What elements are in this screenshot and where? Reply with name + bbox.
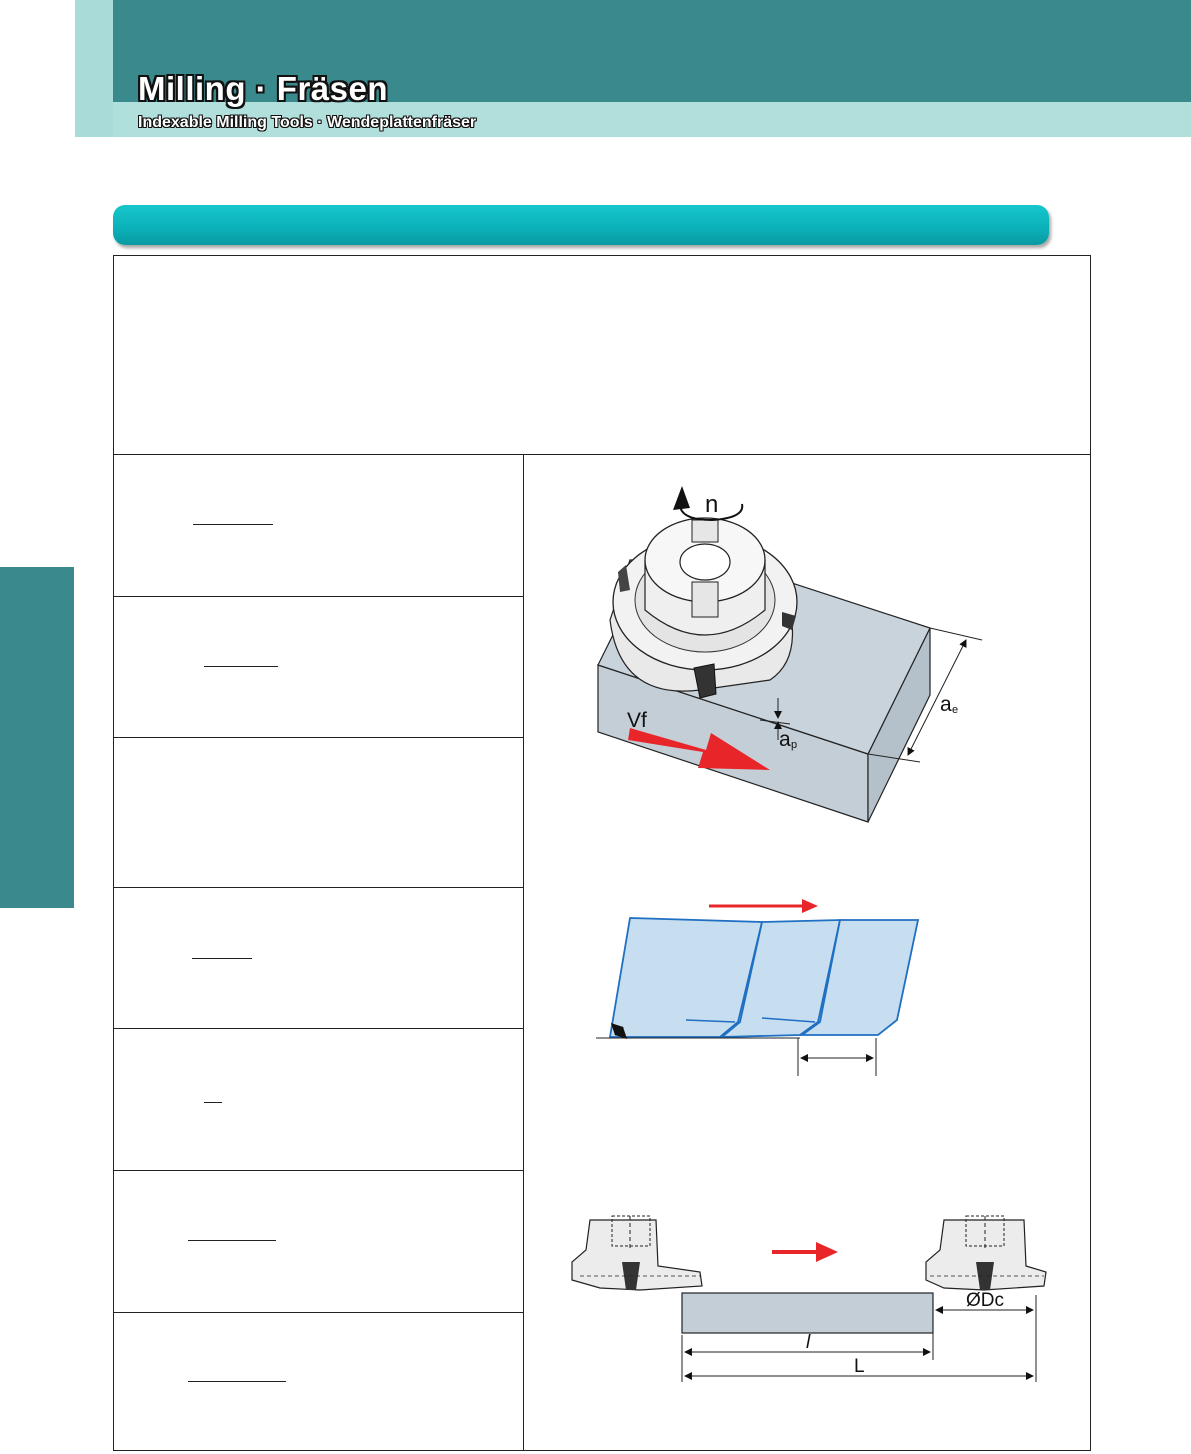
page-subtitle: Indexable Milling Tools · Wendeplattenfräser — [138, 114, 477, 131]
formula-fraction-bar — [188, 1381, 286, 1382]
workpiece-length-label: l — [806, 1332, 811, 1353]
formula-row-divider — [113, 737, 523, 738]
formula-row-divider — [113, 1170, 523, 1171]
formula-row-divider — [113, 887, 523, 888]
formula-row-divider — [113, 1312, 523, 1313]
formula-row-divider — [113, 596, 523, 597]
section-heading-bar — [113, 205, 1049, 245]
formula-fraction-bar — [188, 1240, 276, 1241]
page-title: Milling · Fräsen — [138, 70, 389, 107]
radial-depth-subscript: e — [952, 704, 959, 716]
formula-fraction-bar — [192, 958, 252, 959]
formula-fraction-bar — [204, 666, 278, 667]
milling-cutter — [610, 518, 797, 698]
workpiece — [682, 1293, 933, 1333]
feed-rate-label: Vf — [627, 709, 647, 732]
chapter-side-tab — [0, 567, 74, 908]
feed-per-tooth-diagram — [596, 899, 918, 1076]
formula-row-divider — [113, 1028, 523, 1029]
total-length-label: L — [854, 1356, 865, 1377]
header-side-strip — [75, 0, 113, 137]
axial-depth-subscript: p — [791, 739, 798, 751]
face-milling-diagram — [598, 486, 982, 822]
cutter-diameter-label: ØDc — [966, 1290, 1004, 1311]
axial-depth-label: a — [779, 728, 791, 751]
radial-depth-label: a — [940, 693, 952, 716]
cutter-end-position — [926, 1216, 1046, 1290]
cutting-length-diagram — [572, 1216, 1046, 1382]
spindle-speed-label: n — [705, 491, 719, 518]
milling-diagrams — [524, 455, 1090, 1450]
formula-fraction-bar — [193, 524, 273, 525]
cutter-start-position — [572, 1216, 702, 1290]
formula-fraction-bar — [204, 1102, 222, 1103]
